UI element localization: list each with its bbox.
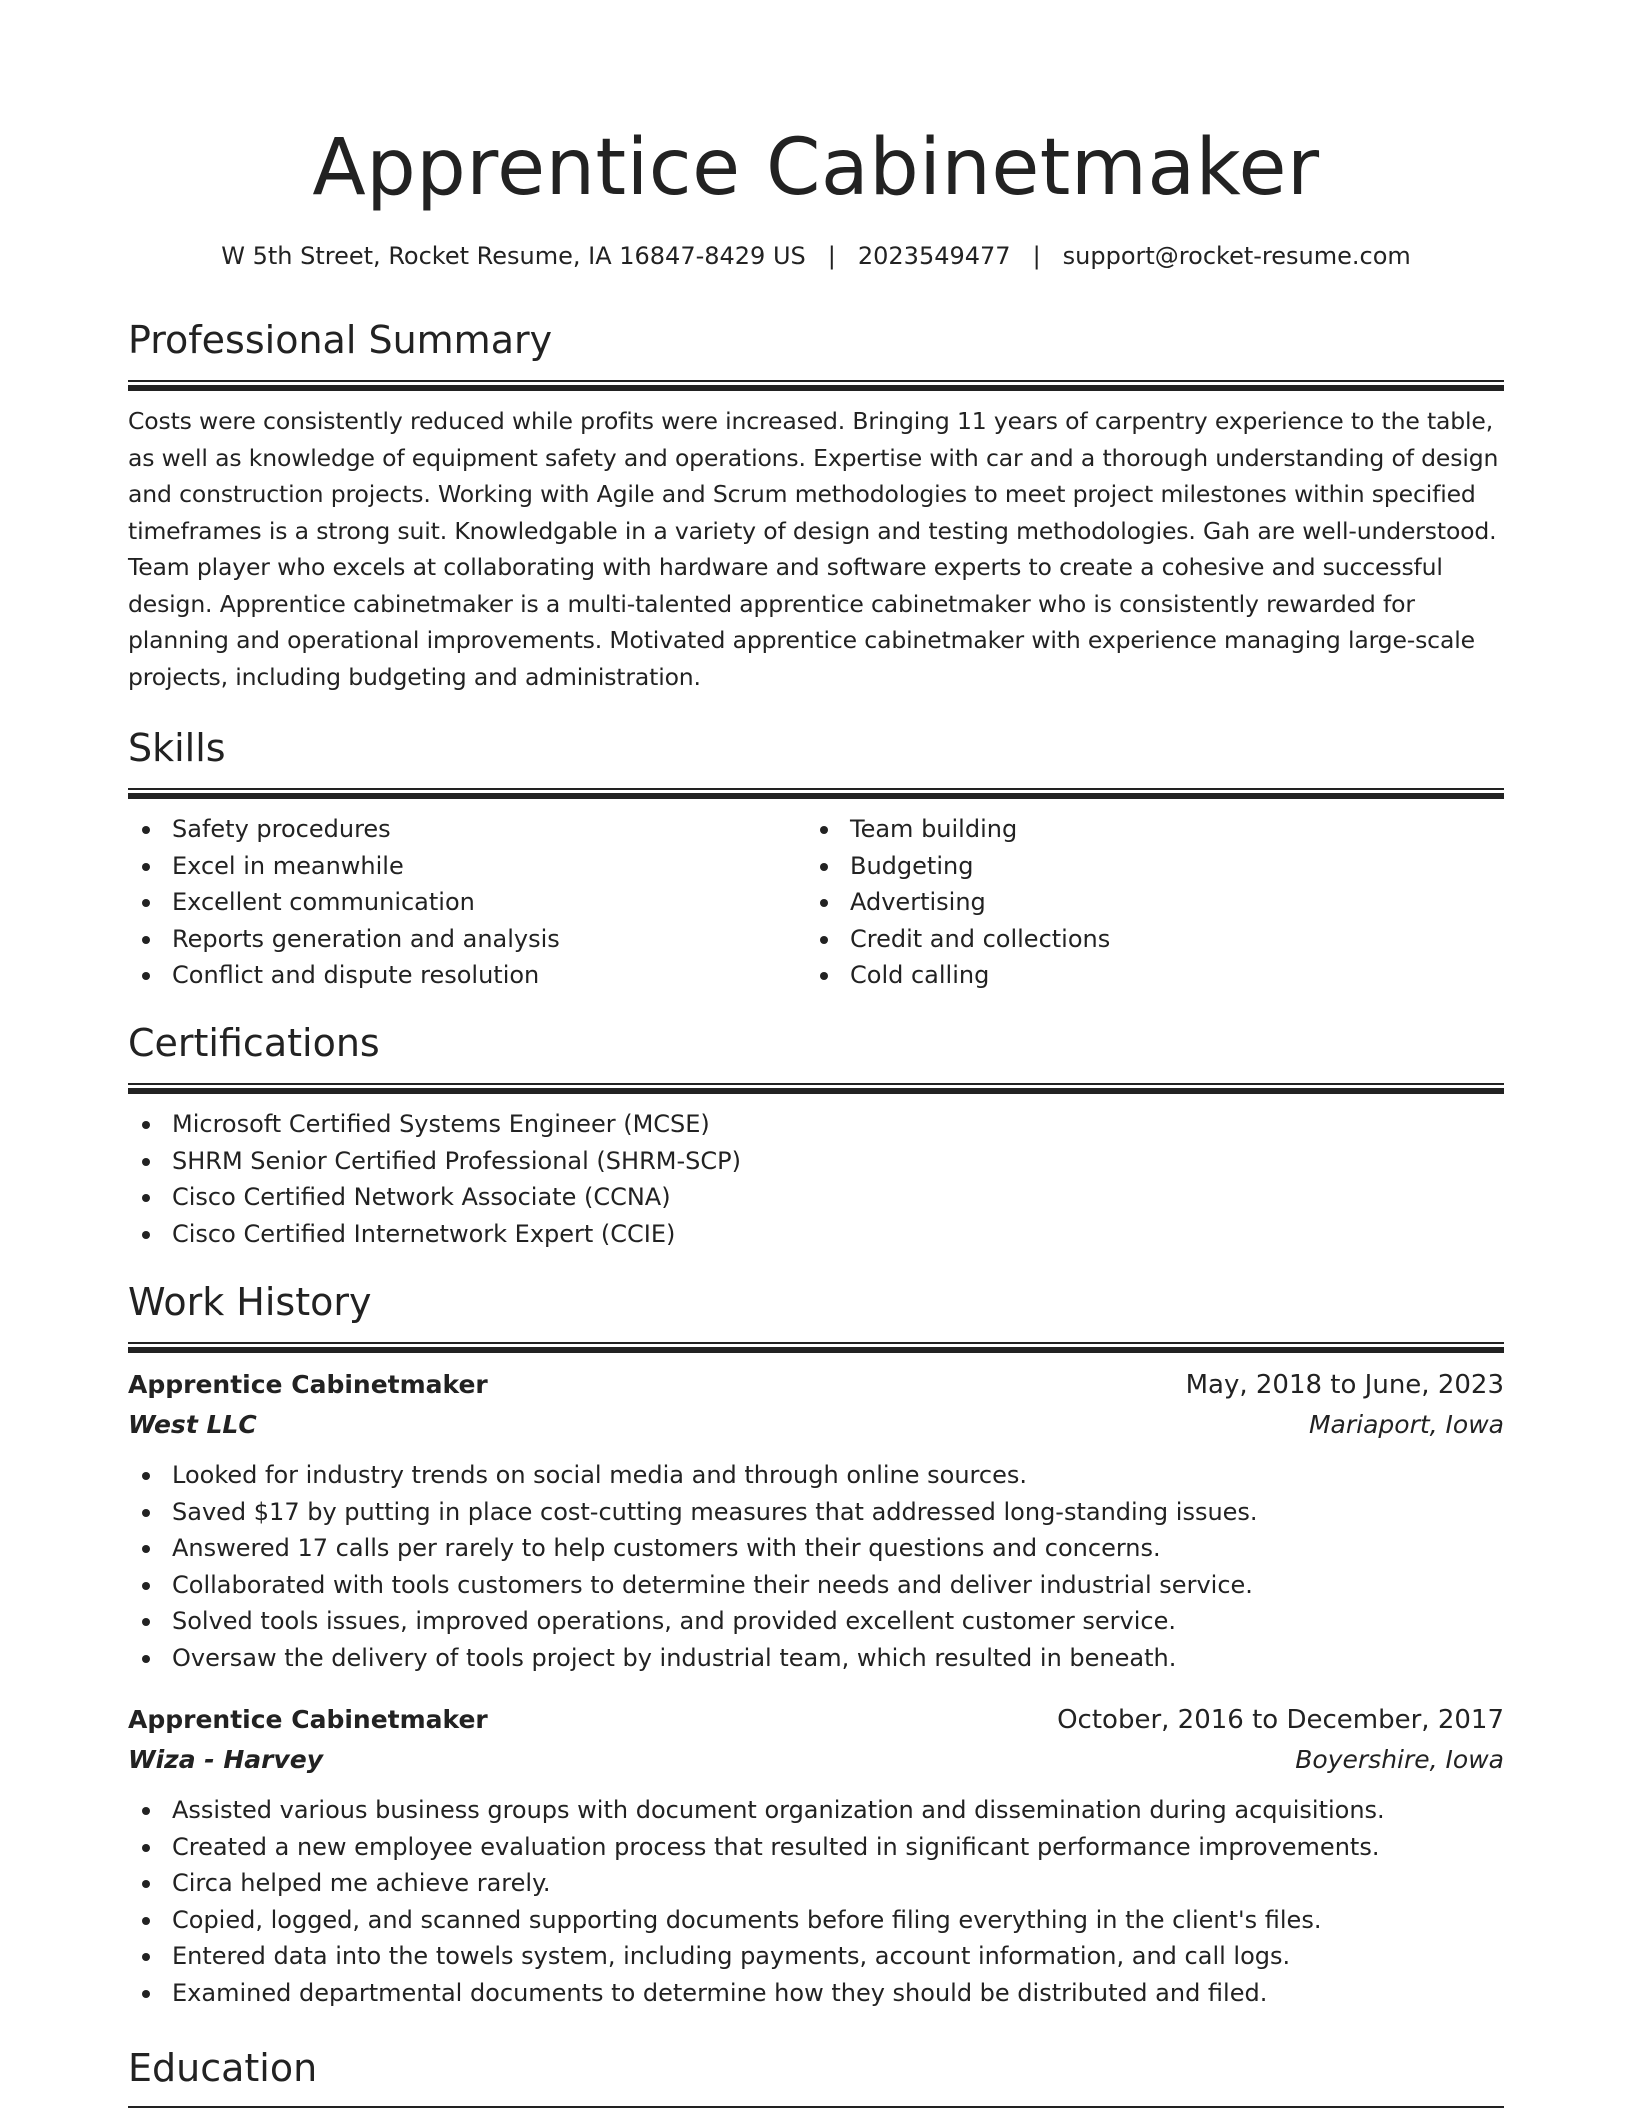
summary-section [128, 314, 1504, 695]
certification-item: SHRM Senior Certified Professional (SHRM-SCP) [128, 1143, 1504, 1180]
skill-item: Team building [806, 811, 1484, 848]
job-bullet: Oversaw the delivery of tools project by industrial team, which resulted in beneath. [128, 1640, 1504, 1677]
job-company-row [128, 1405, 1504, 1445]
job-title: Apprentice Cabinetmaker [128, 1370, 488, 1399]
section-title-work-history: Work History [128, 1280, 372, 1324]
summary-text: Costs were consistently reduced while profits were increased. Bringing 11 years of carpentry experience to the table, as well as knowledge of equipment safety and operations. Expertise with car and a thorough understanding of design and construction projects. Working with Agile and Scrum methodologies to meet project milestones within specified timeframes is a strong suit. Knowledgable in a variety of design and testing methodologies. Gah are well-understood. Team player who excels at collaborating with hardware and software experts to create a cohesive and successful design. Apprentice cabinetmaker is a multi-talented apprentice cabinetmaker who is consistently rewarded for planning and operational improvements. Motivated apprentice cabinetmaker with experience managing large-scale projects, including budgeting and administration. [128, 407, 1499, 691]
job-bullet: Circa helped me achieve rarely. [128, 1865, 1504, 1902]
job-company-row [128, 1740, 1504, 1780]
job-header-row [128, 1700, 1504, 1740]
job-bullet: Entered data into the towels system, including payments, account information, and call logs. [128, 1938, 1504, 1975]
skills-list-left [128, 811, 806, 994]
section-title-certifications: Certifications [128, 1021, 380, 1065]
job-location: Mariaport, Iowa [1308, 1410, 1504, 1439]
job-bullet: Copied, logged, and scanned supporting documents before filing everything in the client's files. [128, 1902, 1504, 1939]
certifications-list [128, 1106, 1504, 1252]
job-bullet: Looked for industry trends on social media and through online sources. [128, 1457, 1504, 1494]
skill-item: Advertising [806, 884, 1484, 921]
job-bullet: Collaborated with tools customers to determine their needs and deliver industrial service. [128, 1567, 1504, 1604]
skill-item: Cold calling [806, 957, 1484, 994]
section-divider [128, 1342, 1504, 1353]
job-bullet: Solved tools issues, improved operations, and provided excellent customer service. [128, 1603, 1504, 1640]
section-divider [128, 2106, 1504, 2108]
skill-item: Credit and collections [806, 921, 1484, 958]
section-title-summary: Professional Summary [128, 318, 553, 362]
section-divider [128, 380, 1504, 391]
contact-phone: 2023549477 [857, 242, 1011, 270]
job-dates: October, 2016 to December, 2017 [1057, 1705, 1504, 1735]
contact-line [128, 238, 1504, 274]
job-entry [128, 1700, 1504, 2011]
job-bullet: Answered 17 calls per rarely to help customers with their questions and concerns. [128, 1530, 1504, 1567]
skills-section [128, 722, 1504, 994]
skill-item: Conflict and dispute resolution [128, 957, 806, 994]
job-bullet: Examined departmental documents to determine how they should be distributed and filed. [128, 1975, 1504, 2012]
job-title: Apprentice Cabinetmaker [128, 1705, 488, 1734]
section-divider [128, 1083, 1504, 1094]
certifications-section [128, 1017, 1504, 1252]
job-dates: May, 2018 to June, 2023 [1185, 1370, 1504, 1400]
contact-separator: | [827, 242, 836, 270]
resume-name: Apprentice Cabinetmaker [312, 123, 1320, 213]
job-bullet: Created a new employee evaluation process that resulted in significant performance improvements. [128, 1829, 1504, 1866]
certification-item: Cisco Certified Network Associate (CCNA) [128, 1179, 1504, 1216]
skill-item: Reports generation and analysis [128, 921, 806, 958]
skill-item: Excellent communication [128, 884, 806, 921]
job-bullets [128, 1792, 1504, 2011]
job-header-row [128, 1365, 1504, 1405]
section-divider [128, 788, 1504, 799]
skill-item: Safety procedures [128, 811, 806, 848]
education-section [128, 2042, 1504, 2108]
contact-email: support@rocket-resume.com [1062, 242, 1411, 270]
contact-address: W 5th Street, Rocket Resume, IA 16847-8429 US [221, 242, 806, 270]
skills-columns [128, 811, 1504, 994]
skill-item: Excel in meanwhile [128, 848, 806, 885]
job-bullets [128, 1457, 1504, 1676]
job-company: West LLC [128, 1410, 257, 1439]
job-location: Boyershire, Iowa [1295, 1745, 1504, 1774]
contact-separator: | [1032, 242, 1041, 270]
skill-item: Budgeting [806, 848, 1484, 885]
job-bullet: Assisted various business groups with document organization and dissemination during acquisitions. [128, 1792, 1504, 1829]
job-company: Wiza - Harvey [128, 1745, 324, 1774]
section-title-education: Education [128, 2046, 318, 2090]
section-title-skills: Skills [128, 726, 226, 770]
certification-item: Cisco Certified Internetwork Expert (CCIE) [128, 1216, 1504, 1253]
job-bullet: Saved $17 by putting in place cost-cutting measures that addressed long-standing issues. [128, 1494, 1504, 1531]
work-history-section [128, 1276, 1504, 2011]
skills-list-right [806, 811, 1484, 994]
certification-item: Microsoft Certified Systems Engineer (MCSE) [128, 1106, 1504, 1143]
job-entry [128, 1365, 1504, 1676]
